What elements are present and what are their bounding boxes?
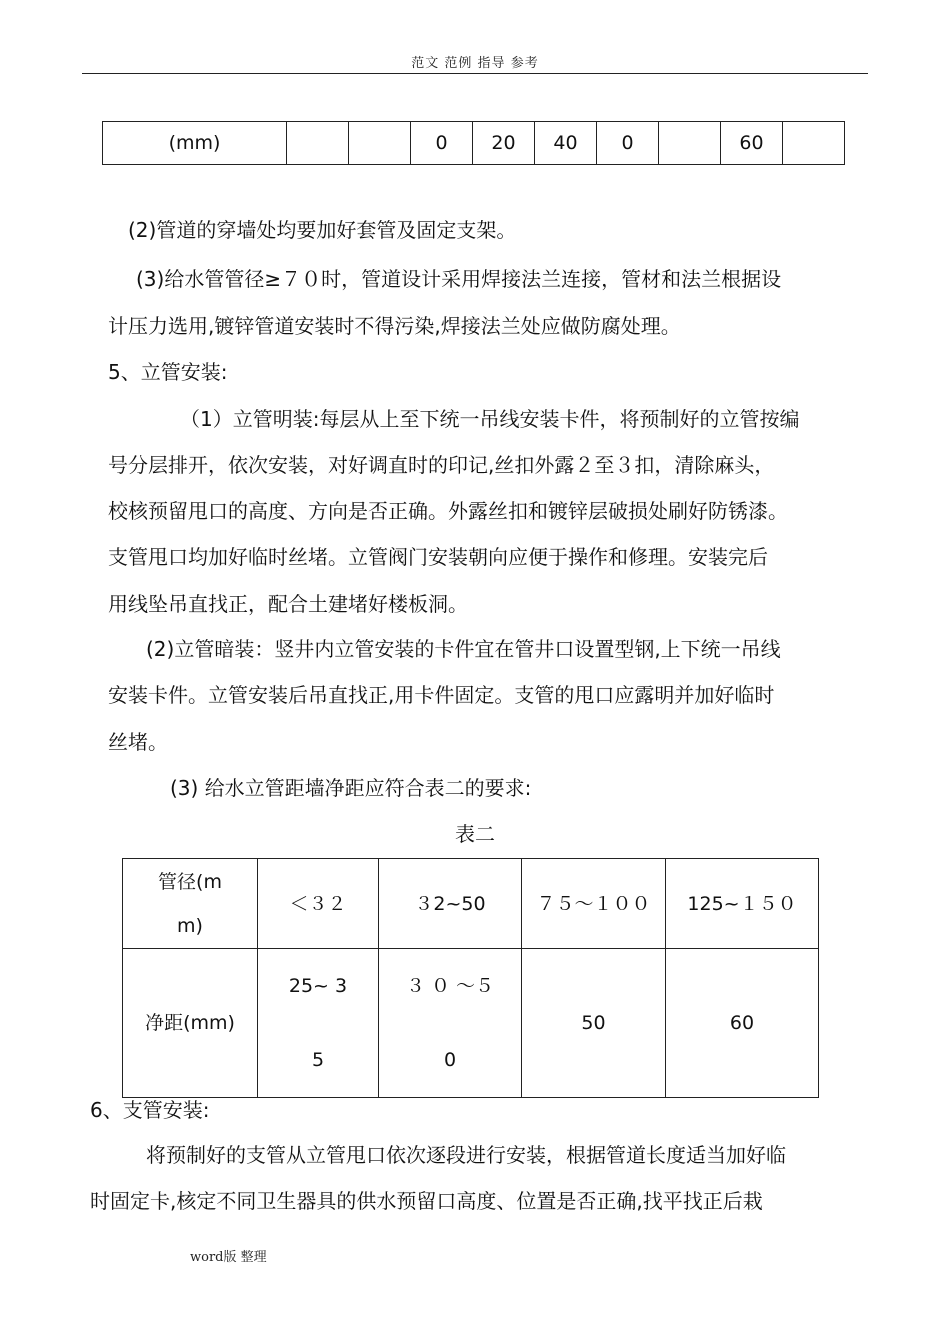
paragraph: (2)管道的穿墙处均要加好套管及固定支架。	[128, 218, 517, 242]
table-row	[123, 949, 819, 1098]
table-row	[123, 859, 819, 949]
table-continued	[102, 121, 845, 165]
cell-line: 25~ 3	[288, 975, 348, 997]
paragraph: (2)立管暗装：竖井内立管安装的卡件宜在管井口设置型钢,上下统一吊线	[146, 637, 781, 661]
paragraph: 号分层排开，依次安装，对好调直时的印记,丝扣外露２至３扣，清除麻头，	[108, 453, 775, 477]
paragraph: （1）立管明装:每层从上至下统一吊线安装卡件，将预制好的立管按编	[180, 407, 800, 431]
table-row	[103, 122, 845, 165]
table-cell	[783, 122, 845, 165]
paragraph: 丝堵。	[108, 730, 168, 754]
table-cell: 0	[411, 122, 473, 165]
table-cell: 60	[721, 122, 783, 165]
table-cell: 60	[666, 949, 819, 1098]
table-cell: (mm)	[103, 122, 287, 165]
paragraph: (3)给水管管径≥７０时，管道设计采用焊接法兰连接，管材和法兰根据设	[136, 267, 782, 291]
paragraph: 时固定卡,核定不同卫生器具的供水预留口高度、位置是否正确,找平找正后栽	[90, 1189, 763, 1213]
table-cell	[349, 122, 411, 165]
table-header-cell	[123, 859, 258, 949]
table-header-cell: ７５～１００	[522, 859, 666, 949]
table-header-cell: 125~１５０	[666, 859, 819, 949]
table-cell	[287, 122, 349, 165]
section-heading: 5、立管安装:	[108, 360, 228, 384]
table-cell: 净距(mm)	[123, 949, 258, 1098]
paragraph: 用线坠吊直找正，配合土建堵好楼板洞。	[108, 592, 468, 616]
cell-line: m)	[177, 914, 203, 937]
table-header-cell: ＜３２	[258, 859, 379, 949]
paragraph: 校核预留甩口的高度、方向是否正确。外露丝扣和镀锌层破损处刷好防锈漆。	[108, 499, 788, 523]
table-cell	[258, 949, 379, 1098]
table-cell: 0	[597, 122, 659, 165]
page-footer: word版 整理	[190, 1250, 267, 1265]
cell-line: ３ ０ ～５	[405, 975, 495, 997]
table-cell: 20	[473, 122, 535, 165]
table-cell	[659, 122, 721, 165]
section-heading: 6、支管安装:	[90, 1098, 210, 1122]
page-header: 范文 范例 指导 参考	[411, 56, 539, 71]
header-rule	[82, 73, 868, 74]
table-cell: 40	[535, 122, 597, 165]
paragraph: (3) 给水立管距墙净距应符合表二的要求:	[170, 776, 532, 800]
cell-line: 0	[443, 1049, 457, 1071]
clearance-table	[122, 858, 819, 1098]
table-cell: 50	[522, 949, 666, 1098]
table-caption: 表二	[455, 822, 495, 846]
cell-line: 管径(m	[158, 870, 222, 893]
table-cell	[379, 949, 522, 1098]
paragraph: 安装卡件。立管安装后吊直找正,用卡件固定。支管的甩口应露明并加好临时	[108, 683, 775, 707]
cell-line: 5	[311, 1049, 325, 1071]
table-header-cell: ３2~50	[379, 859, 522, 949]
paragraph: 支管甩口均加好临时丝堵。立管阀门安装朝向应便于操作和修理。安装完后	[108, 545, 768, 569]
paragraph: 计压力选用,镀锌管道安装时不得污染,焊接法兰处应做防腐处理。	[108, 314, 681, 338]
paragraph: 将预制好的支管从立管甩口依次逐段进行安装，根据管道长度适当加好临	[146, 1143, 786, 1167]
